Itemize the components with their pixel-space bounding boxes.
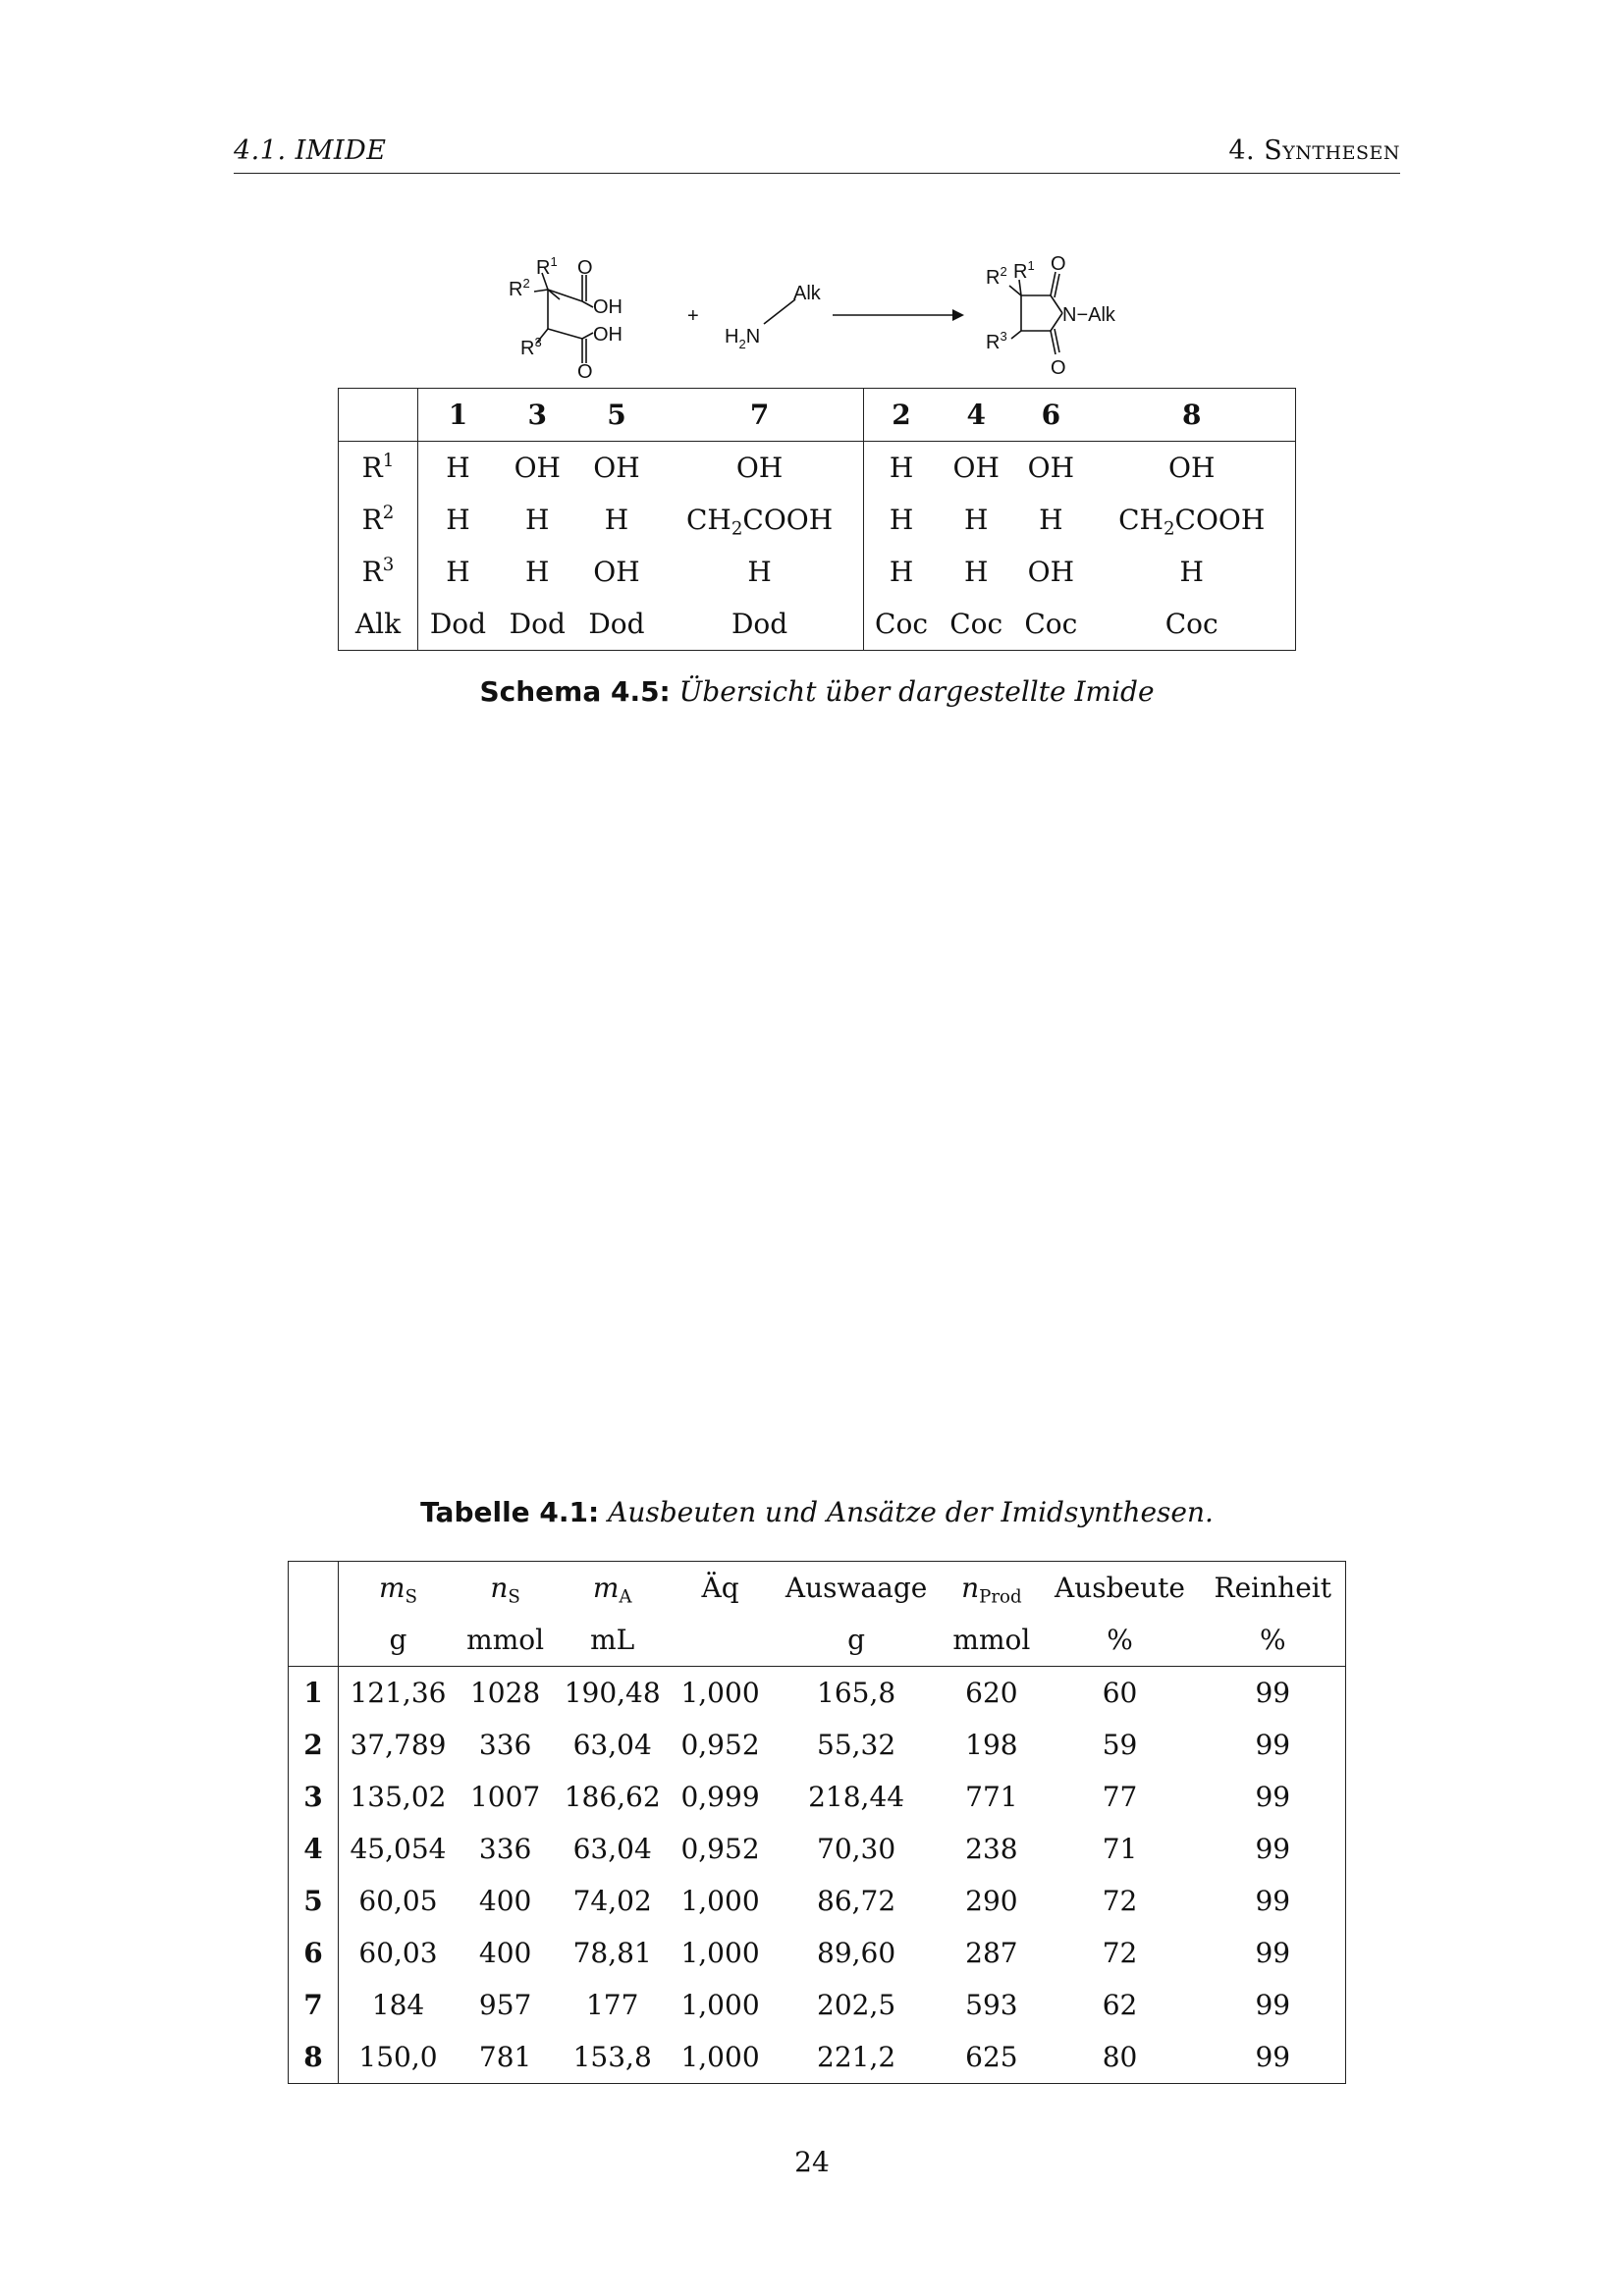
yield-unit: g xyxy=(339,1614,458,1667)
table-row xyxy=(289,1667,1346,1720)
schema-col-header: 5 xyxy=(577,389,657,442)
schema-row-label: $R^2$ xyxy=(339,494,418,546)
yield-cell: 221,2 xyxy=(817,2041,896,2073)
yield-cell: 190,48 xyxy=(564,1677,661,1709)
yield-col-header: Reinheit xyxy=(1214,1572,1331,1604)
yield-cell: 1,000 xyxy=(680,2041,760,2073)
yield-cell: 135,02 xyxy=(350,1781,447,1813)
schema-caption xyxy=(338,675,1296,708)
yield-cell: 72 xyxy=(1102,1885,1138,1917)
yield-cell: 620 xyxy=(965,1677,1018,1709)
schema-cell: H xyxy=(1039,504,1063,536)
svg-text:R1: $R^1$ xyxy=(536,254,558,279)
page-number: 24 xyxy=(794,2146,830,2178)
yield-corner-cell xyxy=(289,1614,339,1667)
schema-cell: Coc xyxy=(1024,608,1078,640)
yield-cell: 1007 xyxy=(469,1781,541,1813)
schema-cell: OH xyxy=(1168,452,1216,484)
yield-cell: 287 xyxy=(965,1937,1018,1969)
yield-cell: 72 xyxy=(1102,1937,1138,1969)
schema-cell: OH xyxy=(952,452,1000,484)
yield-unit: % xyxy=(1040,1614,1201,1667)
yield-cell: 89,60 xyxy=(817,1937,896,1969)
schema-cell: H xyxy=(525,504,550,536)
yield-cell: 0,999 xyxy=(680,1781,760,1813)
yield-cell: 198 xyxy=(965,1729,1018,1761)
yield-cell: 99 xyxy=(1255,1729,1291,1761)
yield-table xyxy=(288,1561,1346,2084)
yield-cell: 202,5 xyxy=(817,1989,896,2021)
schema-col-header: 7 xyxy=(656,389,863,442)
svg-text:R3: $R^3$ xyxy=(986,329,1007,353)
svg-text:Alk: Alk xyxy=(793,283,821,304)
schema-cell: H xyxy=(889,452,914,484)
schema-cell: H xyxy=(964,556,989,588)
yield-cell: 60,03 xyxy=(358,1937,438,1969)
header-section: 4.1. IMIDE xyxy=(234,135,387,166)
schema-row-label: $R^3$ xyxy=(339,546,418,598)
running-header xyxy=(234,133,1400,174)
yield-col-header: $n_S$ xyxy=(490,1572,520,1608)
yield-cell: 77 xyxy=(1102,1781,1138,1813)
yield-col-header: $m_A$ xyxy=(592,1572,632,1608)
schema-cell: OH xyxy=(514,452,561,484)
schema-caption-label: Schema 4.5: xyxy=(479,675,671,708)
yield-cell: 0,952 xyxy=(680,1729,760,1761)
yield-col-header: $n_{Prod}$ xyxy=(961,1572,1022,1608)
yield-cell: 184 xyxy=(371,1989,425,2021)
reaction-scheme xyxy=(491,250,1139,388)
yield-table-body xyxy=(289,1667,1346,2084)
yield-cell: 238 xyxy=(965,1833,1018,1865)
schema-col-header: 6 xyxy=(1013,389,1088,442)
yield-cell: 1,000 xyxy=(680,1937,760,1969)
yield-cell: 55,32 xyxy=(817,1729,896,1761)
schema-cell: H xyxy=(1179,556,1204,588)
table-caption-text: Ausbeuten und Ansätze der Imidsynthesen. xyxy=(608,1496,1214,1528)
yield-cell: 781 xyxy=(478,2041,532,2073)
yield-cell: 70,30 xyxy=(817,1833,896,1865)
schema-col-header: 3 xyxy=(498,389,577,442)
yield-row-id: 1 xyxy=(289,1667,339,1720)
yield-cell: 63,04 xyxy=(572,1729,652,1761)
schema-cell: Coc xyxy=(949,608,1003,640)
schema-cell: H xyxy=(446,504,470,536)
table-row xyxy=(289,1927,1346,1979)
schema-cell: H xyxy=(964,504,989,536)
table-caption-label: Tabelle 4.1: xyxy=(420,1496,600,1528)
yield-cell: 63,04 xyxy=(572,1833,652,1865)
yield-cell: 37,789 xyxy=(350,1729,447,1761)
yield-cell: 165,8 xyxy=(817,1677,896,1709)
yield-cell: 99 xyxy=(1255,1989,1291,2021)
schema-cell: OH xyxy=(593,556,640,588)
schema-col-header: 1 xyxy=(418,389,498,442)
yield-row-id: 5 xyxy=(289,1875,339,1927)
yield-row-id: 2 xyxy=(289,1719,339,1771)
yield-cell: 74,02 xyxy=(572,1885,652,1917)
yield-row-id: 4 xyxy=(289,1823,339,1875)
table-row xyxy=(289,2031,1346,2084)
reactant-labels xyxy=(509,254,623,383)
schema-row-label: Alk xyxy=(339,598,418,651)
schema-row-alk xyxy=(339,598,1296,651)
schema-row-r1 xyxy=(339,442,1296,495)
plus-sign: + xyxy=(687,305,699,327)
schema-cell: H xyxy=(604,504,629,536)
yield-cell: 218,44 xyxy=(808,1781,905,1813)
svg-text:H2N: $H_2N$ xyxy=(725,326,761,351)
yield-cell: 771 xyxy=(965,1781,1018,1813)
schema-row-r2 xyxy=(339,494,1296,546)
schema-cell: H xyxy=(889,556,914,588)
yield-unit xyxy=(672,1614,769,1667)
table-row xyxy=(289,1719,1346,1771)
yield-unit: % xyxy=(1201,1614,1346,1667)
svg-text:R2: $R^2$ xyxy=(986,264,1007,289)
yield-corner-cell xyxy=(289,1562,339,1615)
svg-text:N−Alk: N−Alk xyxy=(1062,304,1115,326)
yield-cell: 99 xyxy=(1255,1833,1291,1865)
yield-cell: 99 xyxy=(1255,1677,1291,1709)
yield-cell: 62 xyxy=(1102,1989,1138,2021)
yield-row-id: 3 xyxy=(289,1771,339,1823)
yield-cell: 400 xyxy=(478,1885,532,1917)
yield-col-header: Ausbeute xyxy=(1055,1572,1185,1604)
schema-cell: H xyxy=(889,504,914,536)
yield-row-id: 6 xyxy=(289,1927,339,1979)
yield-cell: 1,000 xyxy=(680,1677,760,1709)
product-labels xyxy=(986,253,1116,379)
yield-cell: 45,054 xyxy=(350,1833,447,1865)
yield-cell: 336 xyxy=(478,1729,532,1761)
schema-col-header: 8 xyxy=(1088,389,1295,442)
yield-cell: 99 xyxy=(1255,1937,1291,1969)
yield-row-id: 7 xyxy=(289,1979,339,2031)
svg-text:O: O xyxy=(577,361,593,383)
schema-cell: H xyxy=(656,546,863,598)
schema-caption-text: Übersicht über dargestellte Imide xyxy=(678,675,1155,708)
yield-cell: 86,72 xyxy=(817,1885,896,1917)
yield-cell: 1028 xyxy=(469,1677,541,1709)
yield-col-header: $m_S$ xyxy=(378,1572,417,1608)
schema-cell-ch2cooh: $CH_2COOH$ xyxy=(656,494,863,546)
yield-row-id: 8 xyxy=(289,2031,339,2084)
schema-cell: OH xyxy=(1027,452,1075,484)
schema-cell: Coc xyxy=(1164,608,1218,640)
yield-cell: 593 xyxy=(965,1989,1018,2021)
yield-cell: 957 xyxy=(478,1989,532,2021)
schema-table xyxy=(338,388,1296,651)
schema-cell: OH xyxy=(656,442,863,495)
header-chapter: 4. Synthesen xyxy=(1228,135,1400,166)
svg-text:R3: $R^3$ xyxy=(520,335,542,359)
yield-cell: 150,0 xyxy=(358,2041,438,2073)
schema-col-header: 2 xyxy=(863,389,939,442)
schema-cell: H xyxy=(525,556,550,588)
yield-cell: 78,81 xyxy=(572,1937,652,1969)
schema-cell: Dod xyxy=(588,608,645,640)
table-row xyxy=(289,1875,1346,1927)
schema-cell: H xyxy=(446,556,470,588)
schema-row-r3 xyxy=(339,546,1296,598)
schema-cell: Coc xyxy=(875,608,929,640)
yield-cell: 99 xyxy=(1255,1885,1291,1917)
yield-cell: 0,952 xyxy=(680,1833,760,1865)
schema-cell: OH xyxy=(593,452,640,484)
svg-text:O: O xyxy=(1051,253,1066,275)
table-caption xyxy=(288,1496,1346,1528)
schema-cell: Dod xyxy=(509,608,566,640)
yield-cell: 121,36 xyxy=(350,1677,447,1709)
yield-cell: 186,62 xyxy=(564,1781,661,1813)
yield-cell: 625 xyxy=(965,2041,1018,2073)
arrow-head xyxy=(952,309,964,321)
yield-unit: g xyxy=(769,1614,944,1667)
svg-text:OH: OH xyxy=(593,296,623,318)
schema-header-row xyxy=(339,389,1296,442)
yield-cell: 400 xyxy=(478,1937,532,1969)
yield-unit: mL xyxy=(553,1614,672,1667)
yield-units-row xyxy=(289,1614,1346,1667)
svg-text:O: O xyxy=(577,257,593,279)
schema-col-header: 4 xyxy=(939,389,1013,442)
yield-col-header: Auswaage xyxy=(785,1572,928,1604)
yield-cell: 99 xyxy=(1255,1781,1291,1813)
schema-cell-ch2cooh: $CH_2COOH$ xyxy=(1118,504,1266,540)
svg-text:R1: $R^1$ xyxy=(1013,258,1035,283)
schema-cell: Dod xyxy=(429,608,487,640)
svg-text:R2: $R^2$ xyxy=(509,276,530,300)
yield-cell: 290 xyxy=(965,1885,1018,1917)
yield-cell: 60,05 xyxy=(358,1885,438,1917)
yield-cell: 336 xyxy=(478,1833,532,1865)
yield-cell: 71 xyxy=(1102,1833,1138,1865)
yield-cell: 80 xyxy=(1102,2041,1138,2073)
schema-row-label: $R^1$ xyxy=(339,442,418,495)
yield-cell: 60 xyxy=(1102,1677,1138,1709)
yield-cell: 99 xyxy=(1255,2041,1291,2073)
yield-cell: 1,000 xyxy=(680,1989,760,2021)
schema-cell: Dod xyxy=(656,598,863,651)
yield-cell: 59 xyxy=(1102,1729,1138,1761)
schema-cell: H xyxy=(446,452,470,484)
svg-text:OH: OH xyxy=(593,324,623,346)
yield-unit: mmol xyxy=(944,1614,1039,1667)
table-row xyxy=(289,1771,1346,1823)
yield-col-header: Äq xyxy=(701,1572,739,1604)
svg-text:O: O xyxy=(1051,357,1066,379)
yield-cell: 153,8 xyxy=(572,2041,652,2073)
yield-header-row xyxy=(289,1562,1346,1615)
yield-cell: 177 xyxy=(585,1989,639,2021)
yield-unit: mmol xyxy=(458,1614,553,1667)
schema-corner-cell xyxy=(339,389,418,442)
table-row xyxy=(289,1823,1346,1875)
yield-cell: 1,000 xyxy=(680,1885,760,1917)
schema-cell: OH xyxy=(1027,556,1075,588)
table-row xyxy=(289,1979,1346,2031)
